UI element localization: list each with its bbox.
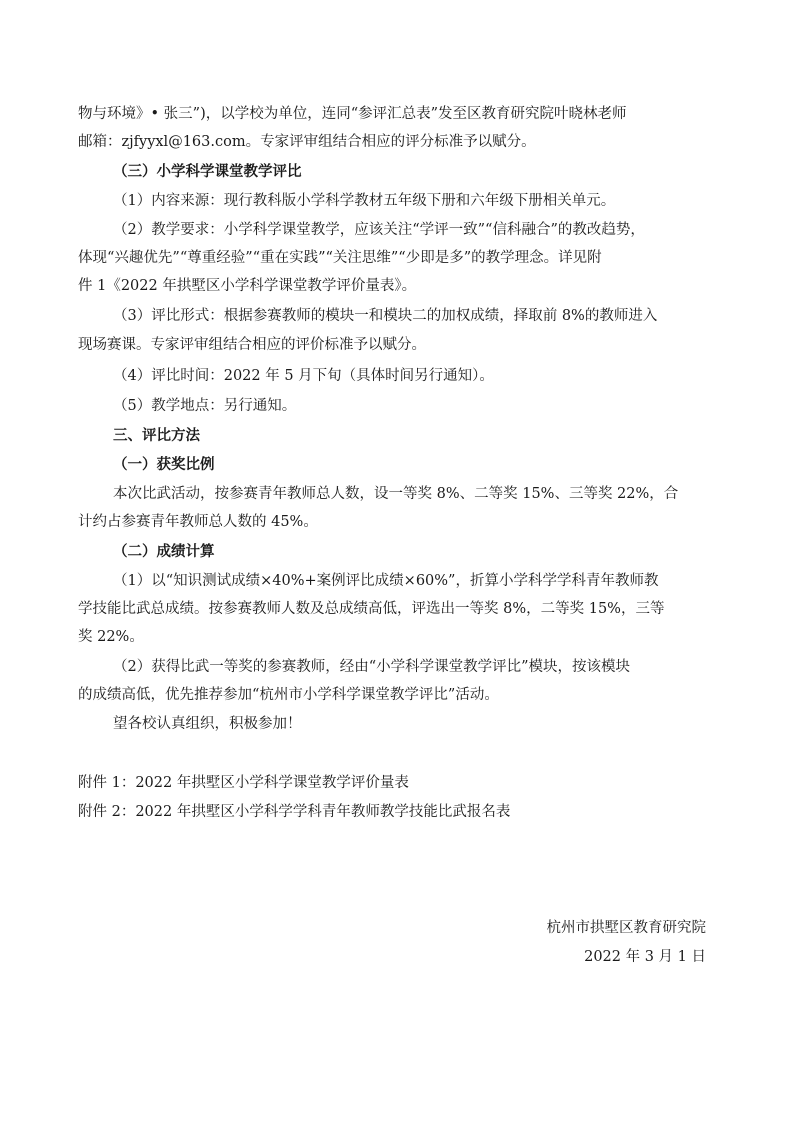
paragraph-line: 学技能比武总成绩。按参赛教师人数及总成绩高低，评选出一等奖 8%，二等奖 15%，三等 (78, 601, 665, 617)
paragraph-line: 现场赛课。专家评审组结合相应的评价标准予以赋分。 (78, 337, 426, 353)
attachment-item: 附件 2：2022 年拱墅区小学科学学科青年教师教学技能比武报名表 (78, 804, 511, 820)
issuer-name: 杭州市拱墅区教育研究院 (546, 920, 706, 936)
paragraph-line: （1）内容来源：现行教科版小学科学教材五年级下册和六年级下册相关单元。 (113, 193, 616, 209)
paragraph-line: （2）教学要求：小学科学课堂教学，应该关注“学评一致”“信科融合”的教改趋势， (113, 222, 645, 238)
paragraph-line: 望各校认真组织，积极参加！ (113, 716, 302, 732)
paragraph-line: 件 1《2022 年拱墅区小学科学课堂教学评价量表》。 (78, 278, 417, 294)
paragraph-line: 的成绩高低，优先推荐参加“杭州市小学科学课堂教学评比”活动。 (78, 687, 499, 703)
issue-date: 2022 年 3 月 1 日 (584, 949, 706, 965)
paragraph-line: （3）评比形式：根据参赛教师的模块一和模块二的加权成绩，择取前 8%的教师进入 (113, 308, 658, 324)
paragraph-line: 邮箱：zjfyyxl@163.com。专家评审组结合相应的评分标准予以赋分。 (78, 134, 536, 150)
paragraph-line: （4）评比时间：2022 年 5 月下旬（具体时间另行通知）。 (113, 368, 494, 384)
paragraph-line: （2）获得比武一等奖的参赛教师，经由“小学科学课堂教学评比”模块，按该模块 (113, 659, 631, 675)
paragraph-line: 奖 22%。 (78, 629, 144, 645)
paragraph-line: 物与环境》• 张三”)，以学校为单位，连同“参评汇总表”发至区教育研究院叶晓林老师 (78, 106, 627, 122)
section-heading: 三、评比方法 (113, 428, 200, 444)
section-heading: （三）小学科学课堂教学评比 (113, 164, 302, 180)
paragraph-line: （1）以“知识测试成绩×40%+案例评比成绩×60%”，折算小学科学学科青年教师教 (113, 573, 659, 589)
paragraph-line: 计约占参赛青年教师总人数的 45%。 (78, 514, 318, 530)
subsection-heading: （二）成绩计算 (113, 544, 215, 560)
attachment-item: 附件 1：2022 年拱墅区小学科学课堂教学评价量表 (78, 775, 409, 791)
paragraph-line: 体现“兴趣优先”“尊重经验”“重在实践”“关注思维”“少即是多”的教学理念。详见附 (78, 250, 602, 266)
subsection-heading: （一）获奖比例 (113, 457, 215, 473)
paragraph-line: 本次比武活动，按参赛青年教师总人数，设一等奖 8%、二等奖 15%、三等奖 22%，合 (113, 486, 679, 502)
paragraph-line: （5）教学地点：另行通知。 (113, 398, 297, 414)
